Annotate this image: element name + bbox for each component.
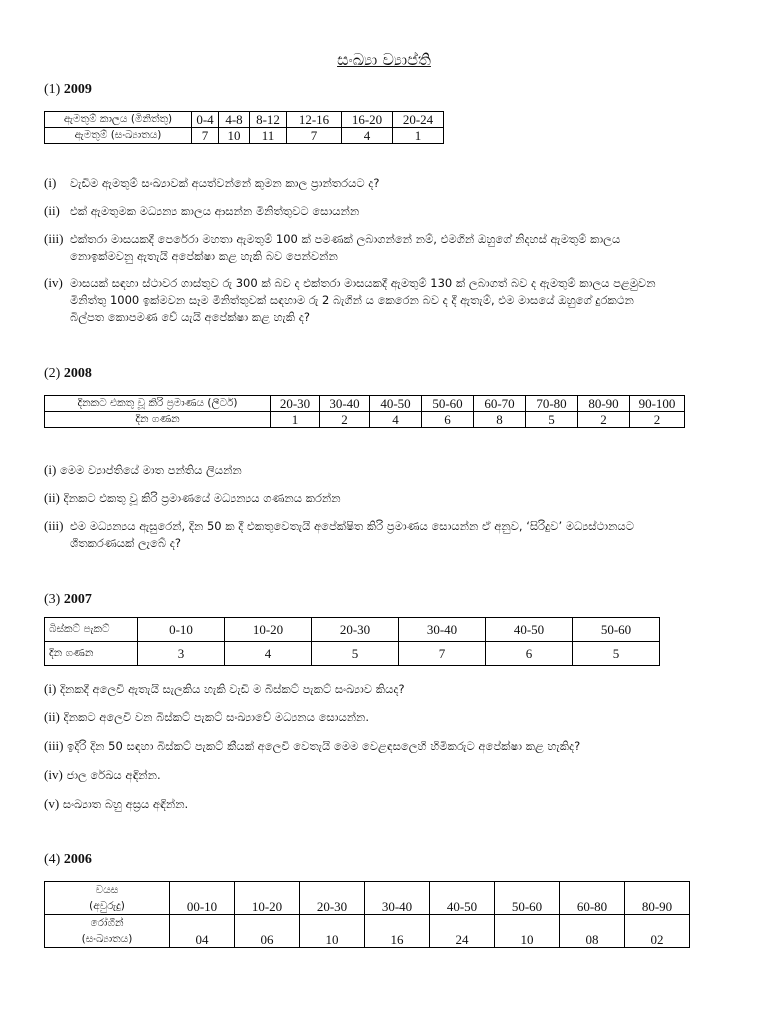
table-cell: 10-20 [235,882,300,915]
table-cell: 30-40 [365,882,430,915]
question-3-ii: (ii) දිනකට අලෙවි වන බිස්කට් පැකට් සංඛ්‍යාවේ මධ්‍යනය සොයන්න. [44,709,370,724]
table-cell: 90-100 [630,396,685,412]
table-cell: 10 [495,915,560,948]
row-label: රෝගීන් (සංඛ්‍යාතය) [45,915,170,948]
row-label: වයස (අවුරුදු) [45,882,170,915]
section-year: 2009 [63,82,92,97]
table-cell: 10-20 [225,618,312,642]
section-number: (3) [44,592,61,607]
row-label: ඇමතුම් (සංඛ්‍යාතය) [45,128,192,144]
table-cell: 4-8 [219,112,250,128]
table-cell: 16 [365,915,430,948]
question-1-iv: (iv) මාසයක් සඳහා ස්ථාවර ගාස්තුව රු 300 ක් බව ද එක්තරා මාසයකදී ඇමතුම් 130 ක් ලබාගත් බව ද ඇමතුම් කාලය පළමුවන මිනිත්තු 1000 ඉක්මවන සෑම මිනිත්තුවක් සඳහාම රු 2 බැගින් ය කෙරෙන බව ද දී ඇතැම්, එම මාසයේ ඔහුගේ දුරකථන බිල්පත කොපමණ වේ යැයි අපේක්ෂා කළ හැකි ද? [44,275,656,324]
row-label: දිනකට එකතු වූ කිරි ප්‍රමාණය (ලීටර්) [45,396,271,412]
section-4-heading [44,852,92,868]
section-number: (2) [44,366,61,381]
question-3-v: (v) සංඛ්‍යාත බහු අස්‍රය අඳින්න. [44,796,189,811]
table-cell: 0-4 [192,112,219,128]
table-cell: 2 [578,412,630,428]
table-cell: 00-10 [170,882,235,915]
table-row [45,412,685,428]
table-cell: 40-50 [370,396,422,412]
question-2-i: (i) මෙම ව්‍යාප්තියේ මාත පන්තිය ලියන්න [44,462,242,477]
table-cell: 7 [399,642,486,666]
table-row [45,112,444,128]
question-3-i: (i) දිනකදී අලෙවි ඇතැයි සැලකිය හැකි වැඩි ම බිස්කට් පැකට් සංඛ්‍යාව කියද? [44,681,405,696]
table-cell: 8-12 [250,112,287,128]
table-cell: 10 [300,915,365,948]
table-cell: 10 [219,128,250,144]
question-3-iv: (iv) ජාල රේඛය අඳින්න. [44,767,161,782]
table-cell: 2 [320,412,370,428]
table-cell: 20-30 [312,618,399,642]
question-1-i: (i) වැඩිම ඇමතුම් සංඛ්‍යාවක් අයත්වන්නේ කුමන කාල ප්‍රාන්තරයට ද? [44,175,380,190]
table-cell: 80-90 [578,396,630,412]
table-cell: 2 [630,412,685,428]
table-cell: 02 [625,915,690,948]
page-title: සංඛ්‍යා ව්‍යාප්ති [337,50,431,69]
table-2009 [44,111,444,144]
table-cell: 7 [287,128,342,144]
row-label: දින ගණන [45,642,138,666]
table-row [45,882,690,915]
table-row [45,618,660,642]
table-cell: 30-40 [399,618,486,642]
table-cell: 6 [422,412,474,428]
row-label: දින ගණන [45,412,271,428]
table-cell: 11 [250,128,287,144]
question-2-ii: (ii) දිනකට එකතු වූ කිරි ප්‍රමාණයේ මධ්‍යන්‍යය ගණනය කරන්න [44,490,341,505]
question-2-iii: (iii) එම මධ්‍යන්‍යය ඇසුරෙන්, දින 50 ක දී එකතුවෙතැයි අපේක්ෂිත කිරි ප්‍රමාණය සොයන්න ඒ අනුව, ‘සිරිදුව’ මධ්‍යස්ථානයට ශීතකරණයක් ලැබේ ද? [44,518,634,550]
table-cell: 5 [573,642,660,666]
section-number: (4) [44,852,61,867]
section-year: 2008 [63,366,92,381]
table-cell: 30-40 [320,396,370,412]
table-cell: 4 [225,642,312,666]
table-cell: 4 [370,412,422,428]
table-cell: 20-24 [393,112,444,128]
table-cell: 16-20 [342,112,393,128]
table-2007 [44,617,660,666]
table-cell: 1 [393,128,444,144]
table-cell: 04 [170,915,235,948]
table-cell: 5 [312,642,399,666]
section-number: (1) [44,82,61,97]
table-cell: 70-80 [526,396,578,412]
table-cell: 24 [430,915,495,948]
table-cell: 20-30 [271,396,320,412]
table-cell: 5 [526,412,578,428]
table-2008 [44,395,685,428]
table-cell: 50-60 [495,882,560,915]
table-cell: 60-70 [474,396,526,412]
row-label: ඇමතුම් කාලය (මිනිත්තු) [45,112,192,128]
table-cell: 40-50 [430,882,495,915]
section-1-heading [44,82,92,98]
table-cell: 1 [271,412,320,428]
question-1-ii: (ii) එක් ඇමතුමක මධ්‍යන්‍ය කාලය ආසන්න මිනිත්තුවට සොයන්න [44,203,360,218]
table-cell: 60-80 [560,882,625,915]
table-cell: 50-60 [573,618,660,642]
table-row [45,128,444,144]
table-cell: 06 [235,915,300,948]
question-1-iii: (iii) එක්තරා මාසයකදී පෙරේරා මහතා ඇමතුම් 100 ක් පමණක් ලබාගන්නේ නම්, එමගින් ඔහුගේ නිදහස් ඇමතුම් කාලය නොඉක්මවනු ඇතැයි අපේක්ෂා කළ හැකි බව පෙන්වන්න [44,231,621,263]
table-row [45,642,660,666]
table-cell: 0-10 [138,618,225,642]
table-cell: 8 [474,412,526,428]
table-cell: 3 [138,642,225,666]
section-2-heading [44,366,92,382]
table-cell: 7 [192,128,219,144]
table-cell: 80-90 [625,882,690,915]
table-2006 [44,881,690,948]
table-row [45,396,685,412]
table-cell: 50-60 [422,396,474,412]
table-cell: 6 [486,642,573,666]
table-row [45,915,690,948]
section-3-heading [44,592,92,608]
question-3-iii: (iii) ඉදිරි දින 50 සඳහා බිස්කට් පැකට් කීයක් අලෙවි වෙතැයි මෙම වෙළඳසලෙහි හිමිකරුට අපේක්ෂා කළ හැකිද? [44,738,581,753]
table-cell: 4 [342,128,393,144]
table-cell: 20-30 [300,882,365,915]
row-label: බිස්කට් පැකට් [45,618,138,642]
table-cell: 08 [560,915,625,948]
section-year: 2007 [63,592,92,607]
section-year: 2006 [63,852,92,867]
table-cell: 12-16 [287,112,342,128]
table-cell: 40-50 [486,618,573,642]
